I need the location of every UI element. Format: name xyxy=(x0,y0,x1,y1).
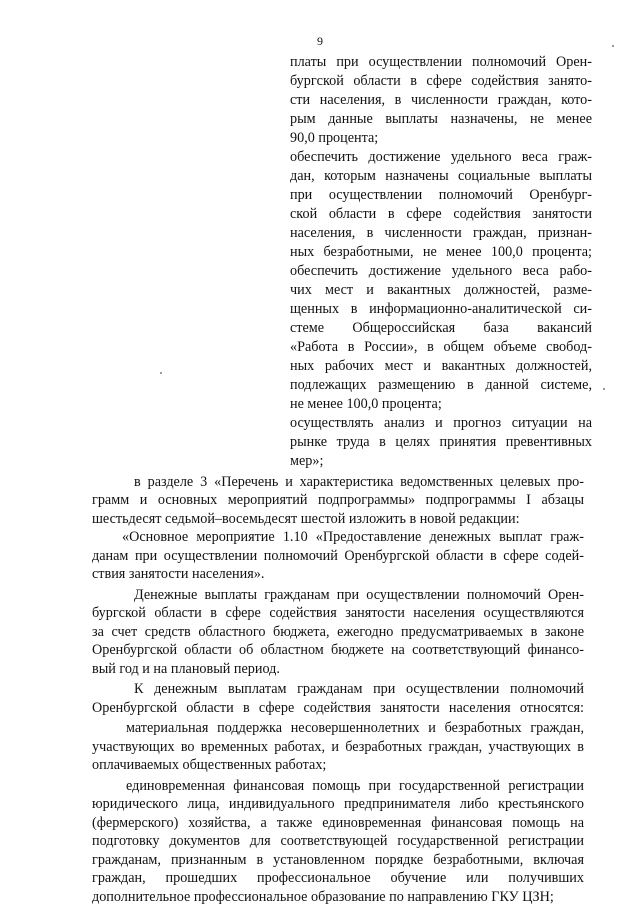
text-line: ных рабочих мест и вакантных должностей, xyxy=(290,358,592,374)
text-line: ской области в сфере содействия занятости xyxy=(290,206,592,222)
text-line: подготовку документов для соответствующей государственной регистрации xyxy=(92,833,584,850)
scan-speck xyxy=(160,372,162,374)
text-line: щенных в информационно-аналитической си- xyxy=(290,301,592,317)
text-line: грамм и основных мероприятий подпрограммы» подпрограммы I абзацы xyxy=(92,492,584,509)
text-line: бургской области в сфере содействия занятости населения осуществляются xyxy=(92,605,584,622)
text-line: чих мест и вакантных должностей, разме- xyxy=(290,282,592,298)
text-line: граждан, прошедших профессиональное обучение или получивших xyxy=(92,870,584,887)
text-line: «Основное мероприятие 1.10 «Предоставление денежных выплат граж- xyxy=(122,529,584,546)
text-line: шестьдесят седьмой–восемьдесят шестой изложить в новой редакции: xyxy=(92,510,520,527)
text-line: при осуществлении полномочий Оренбург- xyxy=(290,187,592,203)
text-line: обеспечить достижение удельного веса граж- xyxy=(290,149,592,165)
scan-speck xyxy=(603,388,605,390)
text-line: бургской области в сфере содействия занято- xyxy=(290,73,592,89)
text-line: осуществлять анализ и прогноз ситуации на xyxy=(290,415,592,431)
text-line: Оренбургской области об областном бюджете на соответствующий финансо- xyxy=(92,642,584,659)
text-line: «Работа в России», в общем объеме свобод- xyxy=(290,339,592,355)
text-line: в разделе 3 «Перечень и характеристика ведомственных целевых про- xyxy=(134,473,584,490)
text-line: платы при осуществлении полномочий Орен- xyxy=(290,54,592,70)
text-line: дополнительное профессиональное образование по направлению ГКУ ЦЗН; xyxy=(92,889,554,905)
text-line: рым данные выплаты назначены, не менее xyxy=(290,111,592,127)
text-line: населения, в численности граждан, признан- xyxy=(290,225,592,241)
text-line: юридического лица, индивидуального предпринимателя либо крестьянского xyxy=(92,796,584,813)
text-line: не менее 100,0 процента; xyxy=(290,396,442,412)
text-line: дан, которым назначены социальные выплаты xyxy=(290,168,592,184)
text-line: Денежные выплаты гражданам при осуществлении полномочий Орен- xyxy=(134,586,584,603)
page-number: 9 xyxy=(317,34,323,48)
text-line: единовременная финансовая помощь при государственной регистрации xyxy=(126,777,584,794)
text-line: ных безработными, не менее 100,0 процента; xyxy=(290,244,592,260)
text-line: (фермерского) хозяйства, а также единовременная финансовая помощь на xyxy=(92,814,584,831)
text-line: материальная поддержка несовершеннолетних и безработных граждан, xyxy=(126,720,584,737)
text-line: данам при осуществлении полномочий Оренбургской области в сфере содей- xyxy=(92,547,584,564)
scan-speck xyxy=(612,45,614,47)
text-line: рынке труда в целях принятия превентивных xyxy=(290,434,592,450)
text-line: оплачиваемых общественных работах; xyxy=(92,757,327,774)
text-line: К денежным выплатам гражданам при осуществлении полномочий xyxy=(134,681,584,698)
text-line: обеспечить достижение удельного веса рабо- xyxy=(290,263,592,279)
text-line: Оренбургской области в сфере содействия занятости населения относятся: xyxy=(92,699,584,716)
text-line: за счет средств областного бюджета, ежегодно предусматриваемых в законе xyxy=(92,623,584,640)
text-line: вый год и на плановый период. xyxy=(92,660,280,677)
text-line: сти населения, в численности граждан, кото- xyxy=(290,92,592,108)
text-line: мер»; xyxy=(290,453,324,469)
text-line: подлежащих размещению в данной системе, xyxy=(290,377,592,393)
text-line: участвующих во временных работах, и безработных граждан, участвующих в xyxy=(92,738,584,755)
text-line: гражданам, признанным в установленном порядке безработными, включая xyxy=(92,851,584,868)
text-line: 90,0 процента; xyxy=(290,130,379,146)
text-line: стеме Общероссийская база вакансий xyxy=(290,320,592,336)
text-line: ствия занятости населения». xyxy=(92,566,265,583)
